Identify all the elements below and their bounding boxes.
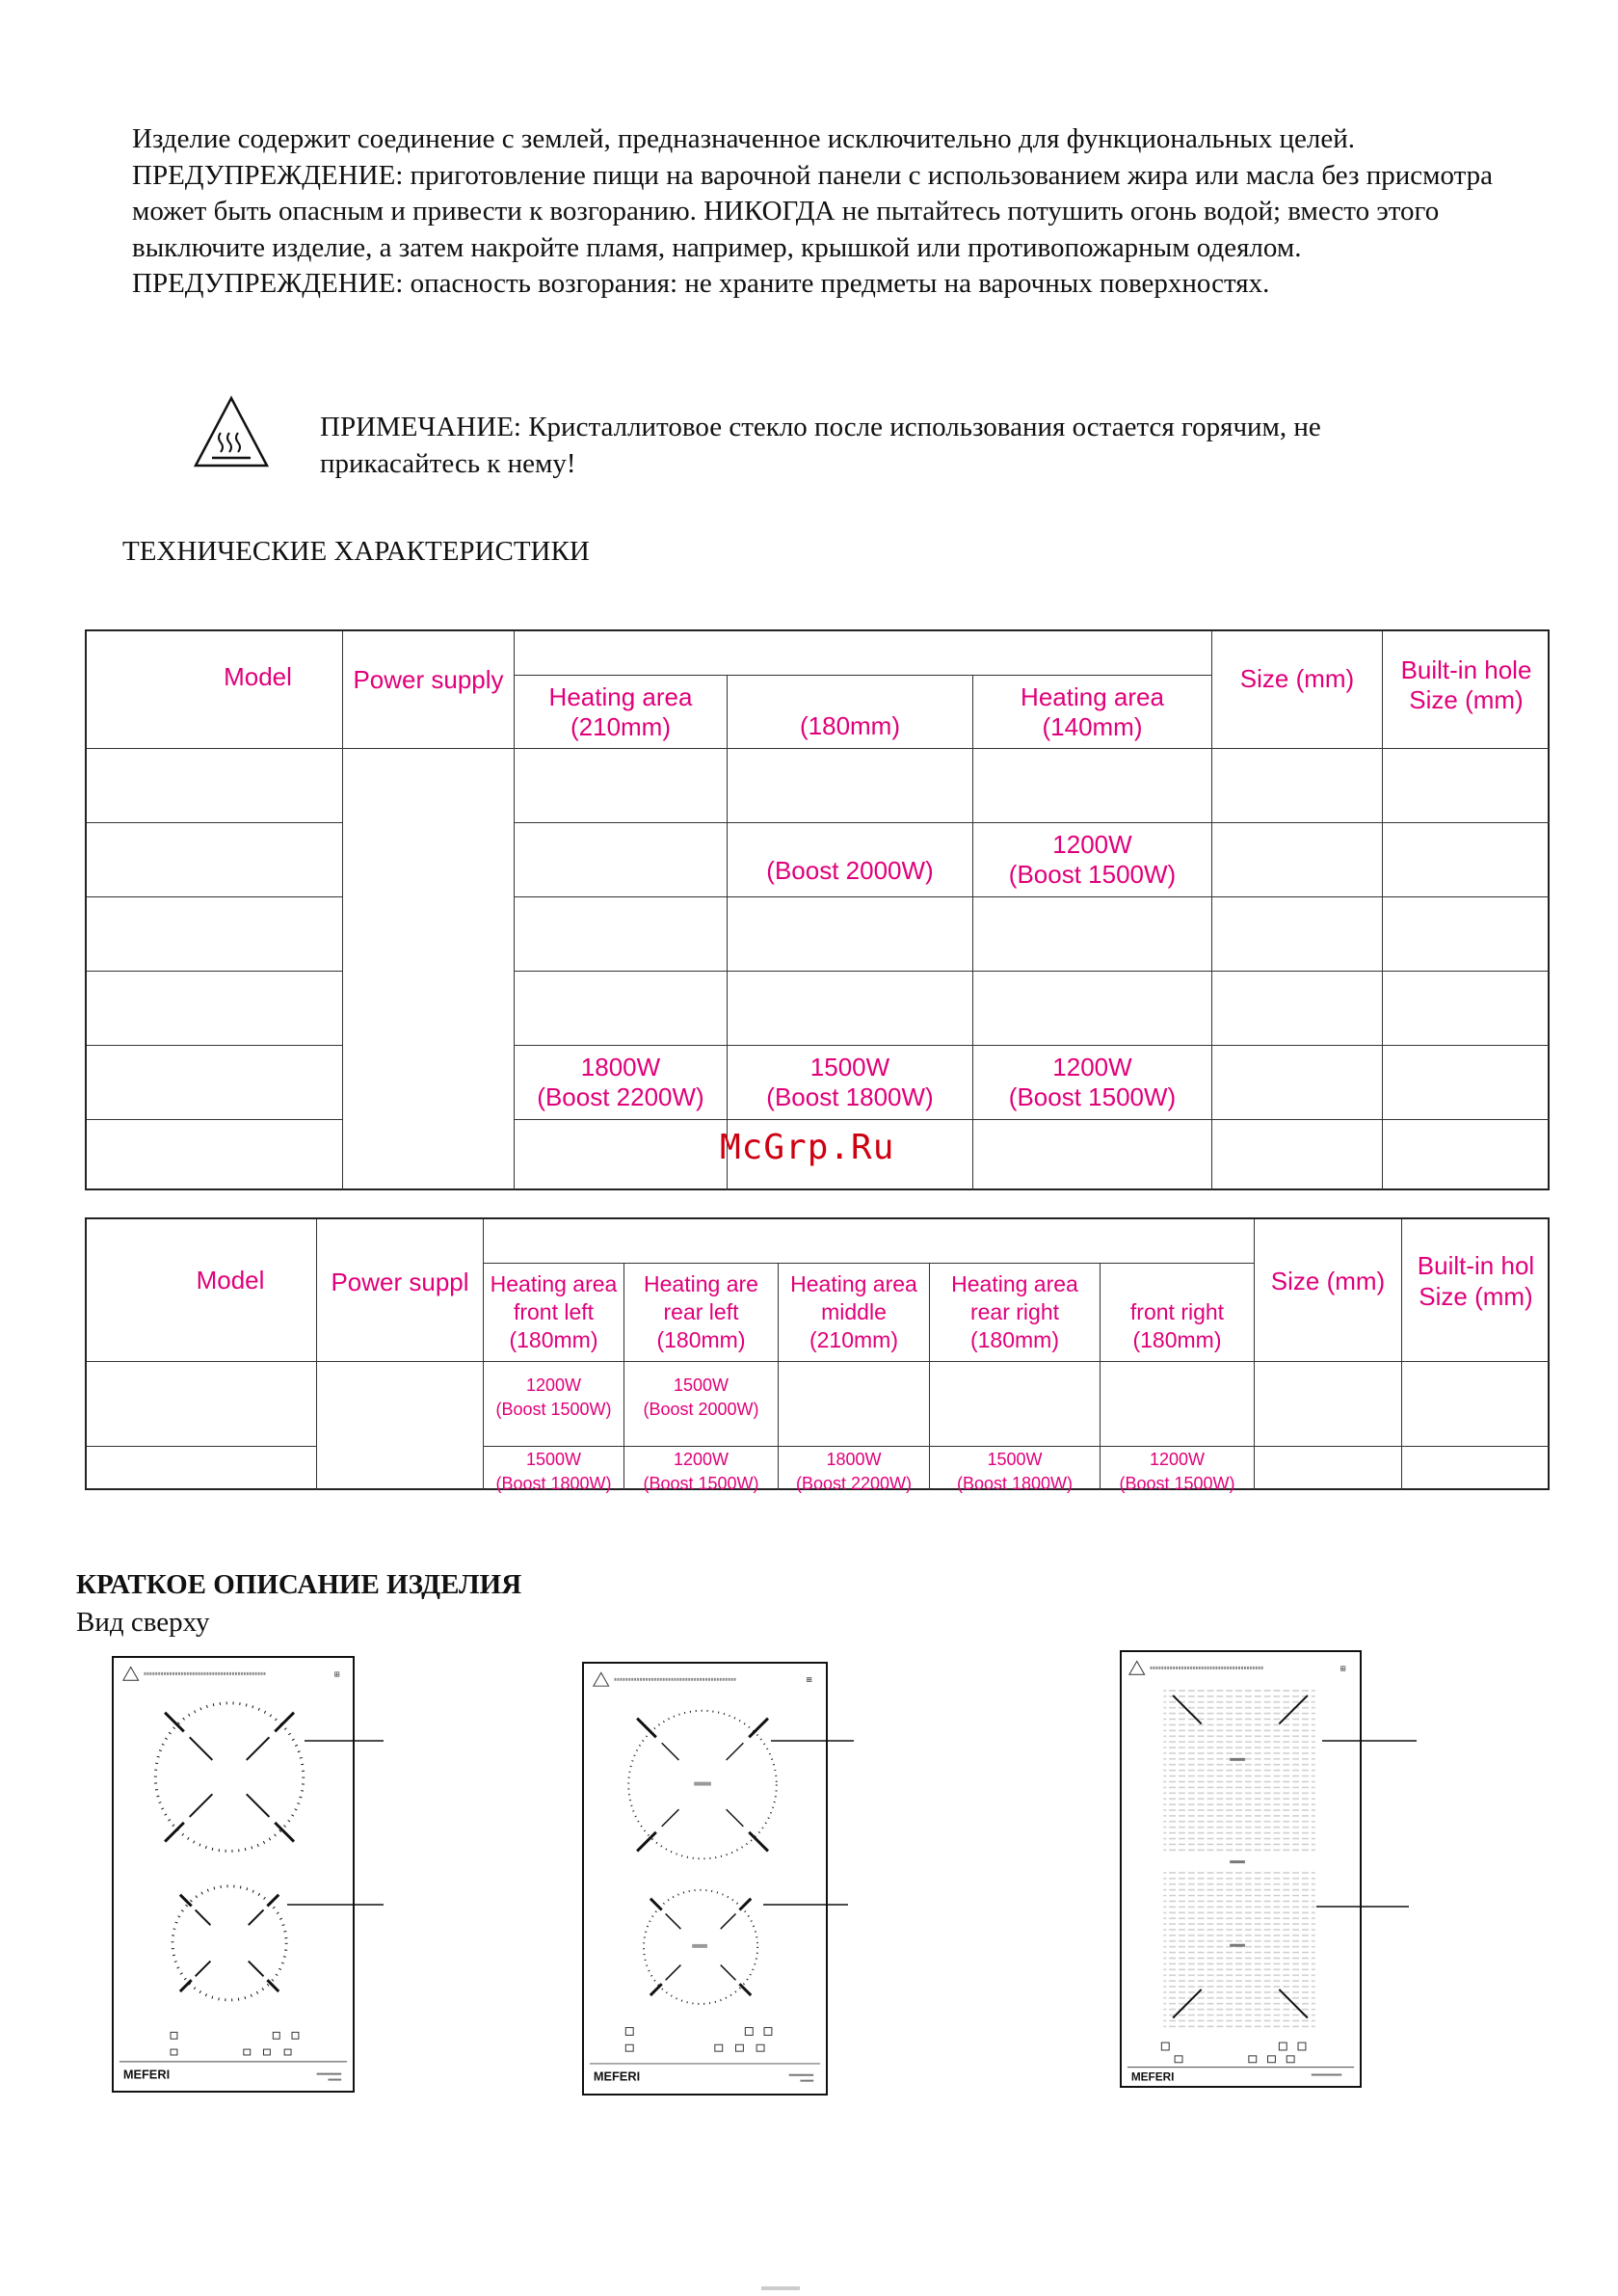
table-cell xyxy=(1212,1120,1383,1190)
table-cell xyxy=(1212,897,1383,972)
model-cell xyxy=(87,823,343,897)
table-cell xyxy=(515,897,728,972)
watermark: McGrp.Ru xyxy=(720,1128,895,1167)
model-cell xyxy=(87,972,343,1046)
table-cell xyxy=(930,1362,1101,1447)
spec-table-2 xyxy=(85,1217,1550,1493)
svg-text:⊞: ⊞ xyxy=(333,1669,340,1679)
brand-logo: MEFERI xyxy=(122,2067,171,2082)
table-cell xyxy=(515,1120,728,1190)
table-cell: 1800W (Boost 2200W) xyxy=(515,1046,728,1120)
hot-surface-warning-icon xyxy=(193,394,270,471)
spec-title: ТЕХНИЧЕСКИЕ ХАРАКТЕРИСТИКИ xyxy=(122,536,590,567)
note-text: ПРИМЕЧАНИЕ: Кристаллитовое стекло после использования остается горячим, не прикасайтесь к нему! xyxy=(320,412,1321,479)
intro-paragraph: Изделие содержит соединение с землей, предназначенное исключительно для функциональных целей. xyxy=(132,123,1356,154)
table-cell: 1200W (Boost 1500W) xyxy=(973,823,1212,897)
table-cell xyxy=(1212,749,1383,823)
intro-paragraph: ПРЕДУПРЕЖДЕНИЕ: опасность возгорания: не храните предметы на варочных поверхностях. xyxy=(132,268,1270,299)
table-cell: 1500W (Boost 2000W) xyxy=(624,1362,779,1447)
table-cell xyxy=(1383,897,1550,972)
table-cell: 1500W (Boost 1800W) xyxy=(930,1447,1101,1490)
table-cell xyxy=(1383,972,1550,1046)
spec-table-1 xyxy=(85,629,1550,1190)
intro-text xyxy=(132,121,1500,303)
table-cell xyxy=(973,1120,1212,1190)
table-cell: 1200W (Boost 1500W) xyxy=(624,1447,779,1490)
header-model: Model xyxy=(87,1219,317,1362)
header-180: (180mm) xyxy=(728,676,973,749)
model-cell xyxy=(87,1447,317,1490)
table-cell: 1500W (Boost 1800W) xyxy=(728,1046,973,1120)
svg-text:⊞: ⊞ xyxy=(806,1675,812,1685)
header-front-right: front right (180mm) xyxy=(1101,1264,1255,1362)
table-cell xyxy=(1383,1046,1550,1120)
table-cell xyxy=(1402,1362,1550,1447)
table-cell: 1500W (Boost 1800W) xyxy=(484,1447,624,1490)
header-spacer xyxy=(484,1219,1255,1264)
table-cell: (Boost 2000W) xyxy=(728,823,973,897)
header-middle: Heating area middle (210mm) xyxy=(779,1264,930,1362)
model-cell xyxy=(87,1046,343,1120)
model-cell xyxy=(87,1120,343,1190)
header-power: Power suppl xyxy=(317,1219,484,1362)
brand-logo: MEFERI xyxy=(593,2069,641,2084)
table-cell: 1800W (Boost 2200W) xyxy=(779,1447,930,1490)
power-cell xyxy=(343,749,515,1190)
brand-logo: MEFERI xyxy=(1130,2069,1175,2084)
svg-text:⊞: ⊞ xyxy=(1339,1664,1346,1673)
table-cell: 1200W (Boost 1500W) xyxy=(973,1046,1212,1120)
table-cell xyxy=(515,823,728,897)
header-hole: Built-in hol Size (mm) xyxy=(1402,1219,1550,1362)
header-power: Power supply xyxy=(343,631,515,749)
header-size: Size (mm) xyxy=(1255,1219,1402,1362)
header-hole: Built-in hole Size (mm) xyxy=(1383,631,1550,749)
model-cell xyxy=(87,897,343,972)
table-cell: 1200W (Boost 1500W) xyxy=(1101,1447,1255,1490)
model-cell xyxy=(87,749,343,823)
table-cell xyxy=(1212,823,1383,897)
header-rear-left: Heating are rear left (180mm) xyxy=(624,1264,779,1362)
header-model: Model xyxy=(87,631,343,749)
table-cell xyxy=(1255,1362,1402,1447)
table-cell xyxy=(1402,1447,1550,1490)
table-cell xyxy=(973,749,1212,823)
table-cell xyxy=(779,1362,930,1447)
header-140: Heating area (140mm) xyxy=(973,676,1212,749)
table-cell xyxy=(728,897,973,972)
table-cell: 1200W (Boost 1500W) xyxy=(484,1362,624,1447)
table-cell xyxy=(728,972,973,1046)
table-cell xyxy=(728,749,973,823)
table-cell xyxy=(1212,1046,1383,1120)
table-cell xyxy=(973,897,1212,972)
header-front-left: Heating area front left (180mm) xyxy=(484,1264,624,1362)
intro-paragraph: ПРЕДУПРЕЖДЕНИЕ: приготовление пищи на варочной панели с использованием жира или масла без присмотра может быть опасным и привести к возгоранию. НИКОГДА не пытайтесь потушить огонь водой; вместо этого выключите изделие, а затем накройте пламя, например, крышкой или противопожарным одеялом. xyxy=(132,159,1494,263)
header-size: Size (mm) xyxy=(1212,631,1383,749)
header-210: Heating area (210mm) xyxy=(515,676,728,749)
table-cell xyxy=(515,972,728,1046)
table-cell xyxy=(1101,1362,1255,1447)
callout-lines-2 xyxy=(742,1735,867,1928)
callout-lines-3 xyxy=(1282,1735,1426,1928)
table-cell xyxy=(1255,1447,1402,1490)
section-title: КРАТКОЕ ОПИСАНИЕ ИЗДЕЛИЯ xyxy=(76,1569,522,1600)
section-subtitle: Вид сверху xyxy=(76,1607,210,1638)
table-cell xyxy=(973,972,1212,1046)
table-cell xyxy=(1383,1120,1550,1190)
footer-divider xyxy=(761,2286,800,2290)
model-cell xyxy=(87,1362,317,1447)
table-cell xyxy=(1383,749,1550,823)
header-rear-right: Heating area rear right (180mm) xyxy=(930,1264,1101,1362)
callout-lines-1 xyxy=(270,1735,395,1928)
table-cell xyxy=(1212,972,1383,1046)
table-cell xyxy=(515,749,728,823)
header-spacer xyxy=(515,631,1212,676)
table-cell xyxy=(1383,823,1550,897)
power-cell xyxy=(317,1362,484,1490)
